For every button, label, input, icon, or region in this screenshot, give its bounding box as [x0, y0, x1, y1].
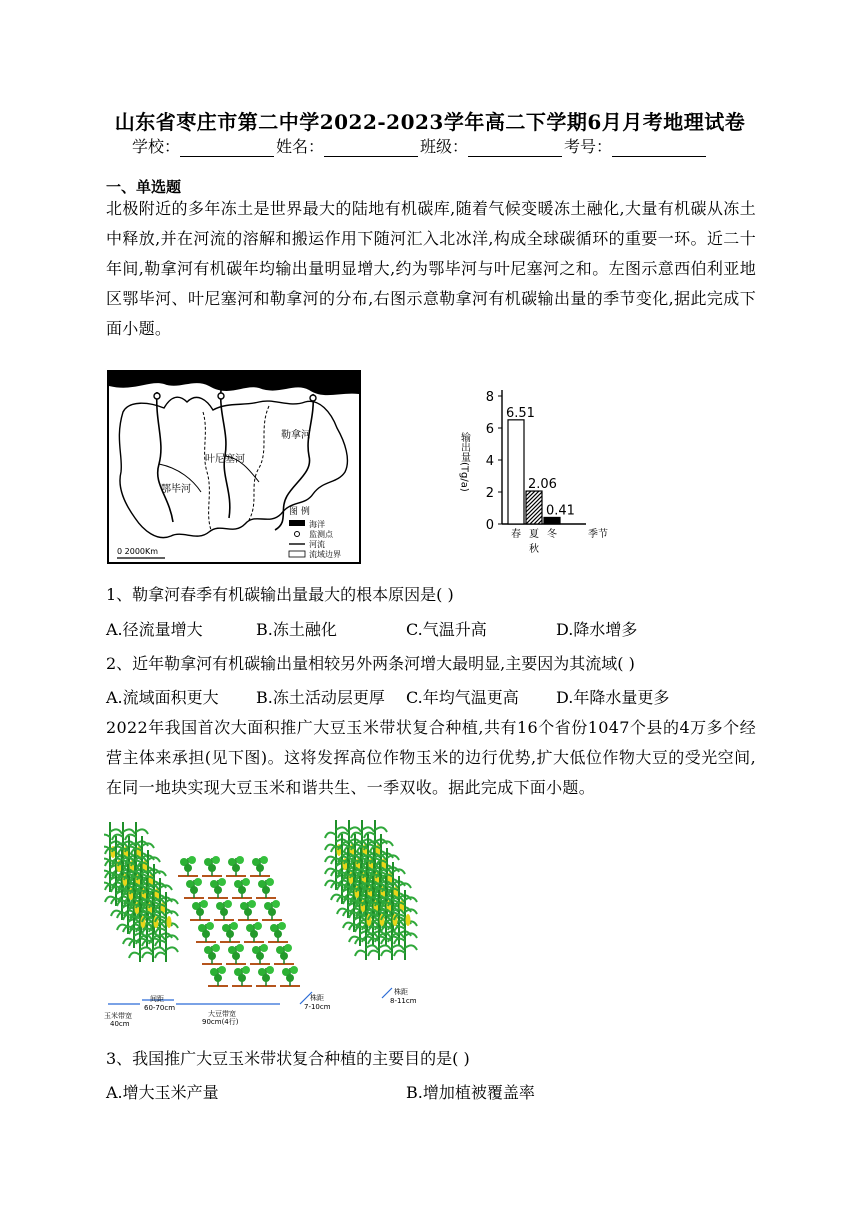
corn-leaf [136, 829, 148, 834]
name-field[interactable] [276, 134, 420, 157]
soy-band-label: 大豆带宽 [208, 1010, 236, 1018]
corn-leaf [381, 951, 392, 956]
legend-point-swatch [295, 532, 300, 537]
soy-band-value: 90cm(4行) [202, 1018, 239, 1026]
ocean-shape [109, 372, 359, 395]
category-label: 冬 [547, 529, 557, 540]
soy-leaf [194, 878, 202, 886]
soy-leaf [238, 886, 246, 894]
q2-option-c[interactable]: C.年均气温更高 [406, 688, 519, 707]
soy-leaf [262, 886, 270, 894]
soy-leaf [290, 966, 298, 974]
soy-leaf [242, 878, 250, 886]
exam-number-label: 考号： [564, 137, 613, 156]
student-info-row [132, 134, 708, 157]
corn-leaf [349, 827, 361, 832]
bar-夏 [526, 491, 542, 524]
soy-leaf [218, 878, 226, 886]
y-tick-label: 6 [485, 422, 494, 437]
corn-leaf [362, 827, 374, 832]
corn-leaf [355, 951, 366, 956]
legend-boundary: 流域边界 [309, 550, 341, 559]
y-tick-label: 0 [485, 518, 494, 533]
school-field[interactable] [132, 134, 276, 157]
soy-leaf [242, 966, 250, 974]
soy-leaf [206, 922, 214, 930]
legend-boundary-swatch [289, 551, 305, 557]
soy-leaf [214, 974, 222, 982]
legend-river: 河流 [309, 540, 325, 549]
value-label: 2.06 [528, 477, 557, 493]
corn-ear [406, 914, 411, 926]
chart-svg [446, 372, 616, 568]
soy-leaf [280, 952, 288, 960]
q1-option-c[interactable]: C.气温升高 [406, 620, 487, 639]
school-label: 学校： [132, 137, 181, 156]
q1-option-b[interactable]: B.冻土融化 [256, 620, 337, 639]
soy-leaf [214, 886, 222, 894]
soy-leaf [260, 944, 268, 952]
corn-plant-label: 株距 [394, 988, 408, 996]
legend-ocean: 海洋 [309, 520, 325, 529]
soy-plant-value: 7-10cm [304, 1003, 331, 1011]
class-field[interactable] [420, 134, 564, 157]
q3-option-a[interactable]: A.增大玉米产量 [106, 1083, 219, 1102]
soy-leaf [218, 966, 226, 974]
q3-options [106, 1080, 535, 1103]
corn-ear [167, 916, 172, 928]
soy-leaf [202, 930, 210, 938]
legend-point: 监测点 [309, 530, 333, 539]
soy-leaf [256, 864, 264, 872]
corn-leaf [123, 829, 135, 834]
soy-leaf [236, 944, 244, 952]
soy-leaf [230, 922, 238, 930]
exam-number-field[interactable] [564, 134, 708, 157]
corn-leaf [338, 833, 349, 838]
soy-leaf [250, 930, 258, 938]
corn-leaf [110, 829, 122, 834]
soy-leaf [226, 930, 234, 938]
soy-leaf [188, 856, 196, 864]
q2-stem: 2、近年勒拿河有机碳输出量相较另外两条河增大最明显,主要因为其流域( ) [106, 654, 635, 673]
soy-leaf [212, 944, 220, 952]
soy-leaf [262, 974, 270, 982]
class-blank[interactable] [468, 140, 562, 157]
corn-plant-value: 8-11cm [390, 997, 417, 1005]
soy-leaf [208, 864, 216, 872]
monitoring-point-ob [154, 393, 160, 399]
soy-leaf [244, 908, 252, 916]
q2-option-b[interactable]: B.冻土活动层更厚 [256, 688, 385, 707]
class-label: 班级： [420, 137, 469, 156]
y-tick-label: 4 [485, 454, 494, 469]
soy-leaf [272, 900, 280, 908]
soy-leaf [196, 908, 204, 916]
q3-option-b[interactable]: B.增加植被覆盖率 [406, 1083, 535, 1102]
category-sub-label: 秋 [529, 544, 539, 555]
corn-leaf [379, 945, 391, 950]
corn-leaf [394, 951, 405, 956]
corn-leaf [129, 953, 140, 958]
exam-number-blank[interactable] [612, 140, 706, 157]
q2-option-d[interactable]: D.年降水量更多 [556, 688, 670, 707]
soy-leaf [266, 966, 274, 974]
soy-leaf [208, 952, 216, 960]
basin-boundary [119, 397, 347, 537]
lena-label: 勒拿河 [281, 430, 311, 441]
school-blank[interactable] [180, 140, 274, 157]
soy-leaf [220, 908, 228, 916]
soy-leaf [224, 900, 232, 908]
corn-leaf [166, 947, 178, 952]
soy-leaf [232, 864, 240, 872]
soy-leaf [212, 856, 220, 864]
corn-leaf [153, 947, 165, 952]
bar-春 [508, 420, 524, 524]
soy-leaf [236, 856, 244, 864]
legend-ocean-swatch [289, 520, 305, 526]
y-tick-label: 8 [485, 390, 494, 405]
q1-option-d[interactable]: D.降水增多 [556, 620, 638, 639]
corn-leaf [112, 835, 123, 840]
soy-leaf [184, 864, 192, 872]
corn-band-value: 40cm [110, 1020, 130, 1028]
legend-title: 图 例 [289, 507, 310, 517]
spacing-value: 60-70cm [144, 1004, 176, 1012]
basin-divider-1 [203, 412, 211, 530]
q3-stem: 3、我国推广大豆玉米带状复合种植的主要目的是( ) [106, 1049, 470, 1068]
corn-leaf [375, 827, 387, 832]
spacing-label: 间距 [150, 995, 164, 1003]
y-tick-label: 2 [485, 486, 494, 501]
corn-leaf [155, 953, 166, 958]
corn-leaf [142, 953, 153, 958]
soy-plant-label: 株距 [310, 994, 324, 1002]
soy-leaf [260, 856, 268, 864]
soy-leaf [200, 900, 208, 908]
x-axis-label: 季节 [588, 529, 608, 540]
passage-1: 北极附近的多年冻土是世界最大的陆地有机碳库,随着气候变暖冻土融化,大量有机碳从冻土中释放,并在河流的溶解和搬运作用下随河汇入北冰洋,构成全球碳循环的重要一环。近二十年间,勒拿河有机碳年均输出量明显增大,约为鄂毕河与叶尼塞河之和。左图示意西伯利亚地区鄂毕河、叶尼塞河和勒拿河的分布,右图示意勒拿河有机碳输出量的季节变化,据此完成下面小题。 [106, 199, 756, 338]
corn-leaf [405, 945, 417, 950]
scale-label: 0 2000Km [117, 547, 159, 556]
monitoring-point-yenisei [218, 393, 224, 399]
passage-2: 2022年我国首次大面积推广大豆玉米带状复合种植,共有16个省份1047个县的4万多个经营主体来承担(见下图)。这将发挥高位作物玉米的边行优势,扩大低位作物大豆的受光空间,在同一地块实现大豆玉米和谐共生、一季双收。据此完成下面小题。 [106, 718, 756, 797]
page-title: 山东省枣庄市第二中学2022-2023学年高二下学期6月月考地理试卷 [114, 110, 746, 134]
q1-stem: 1、勒拿河春季有机碳输出量最大的根本原因是( ) [106, 585, 454, 604]
soy-leaf [278, 922, 286, 930]
soy-leaf [256, 952, 264, 960]
category-label: 夏 [529, 529, 539, 540]
soy-leaf [268, 908, 276, 916]
map-drawing [109, 372, 359, 562]
value-label: 0.41 [546, 503, 575, 519]
siberia-river-map [107, 370, 361, 564]
ob-river-line [157, 392, 173, 522]
monitoring-point-lena [310, 395, 316, 401]
corn-leaf [325, 833, 336, 838]
soy-leaf [274, 930, 282, 938]
lena-carbon-chart [446, 372, 616, 568]
soy-leaf [248, 900, 256, 908]
basin-divider-2 [249, 406, 269, 520]
q1-options [106, 617, 637, 640]
name-blank[interactable] [324, 140, 418, 157]
value-label: 6.51 [506, 405, 535, 421]
q2-options [106, 685, 669, 708]
soy-leaf [286, 974, 294, 982]
corn-leaf [140, 947, 152, 952]
soy-leaf [232, 952, 240, 960]
ob-label: 鄂毕河 [161, 484, 191, 495]
yenisei-label: 叶尼塞河 [205, 454, 245, 465]
name-label: 姓名： [276, 137, 325, 156]
corn-band-label: 玉米带宽 [104, 1012, 132, 1020]
y-axis-label: 输出量(Tg/a) [458, 432, 470, 492]
q2-option-a[interactable]: A.流域面积更大 [106, 688, 219, 707]
soy-leaf [190, 886, 198, 894]
crop-drawing [104, 818, 428, 1030]
q1-option-a[interactable]: A.径流量增大 [106, 620, 203, 639]
soy-leaf [266, 878, 274, 886]
intercropping-illustration [104, 818, 428, 1030]
section-heading: 一、单选题 [106, 178, 182, 196]
corn-leaf [364, 833, 375, 838]
corn-leaf [125, 835, 136, 840]
soy-leaf [238, 974, 246, 982]
soy-leaf [284, 944, 292, 952]
category-label: 春 [511, 529, 521, 540]
corn-leaf [368, 951, 379, 956]
corn-leaf [392, 945, 404, 950]
soy-leaf [254, 922, 262, 930]
corn-leaf [336, 827, 348, 832]
corn-leaf [366, 945, 378, 950]
corn-leaf [351, 833, 362, 838]
